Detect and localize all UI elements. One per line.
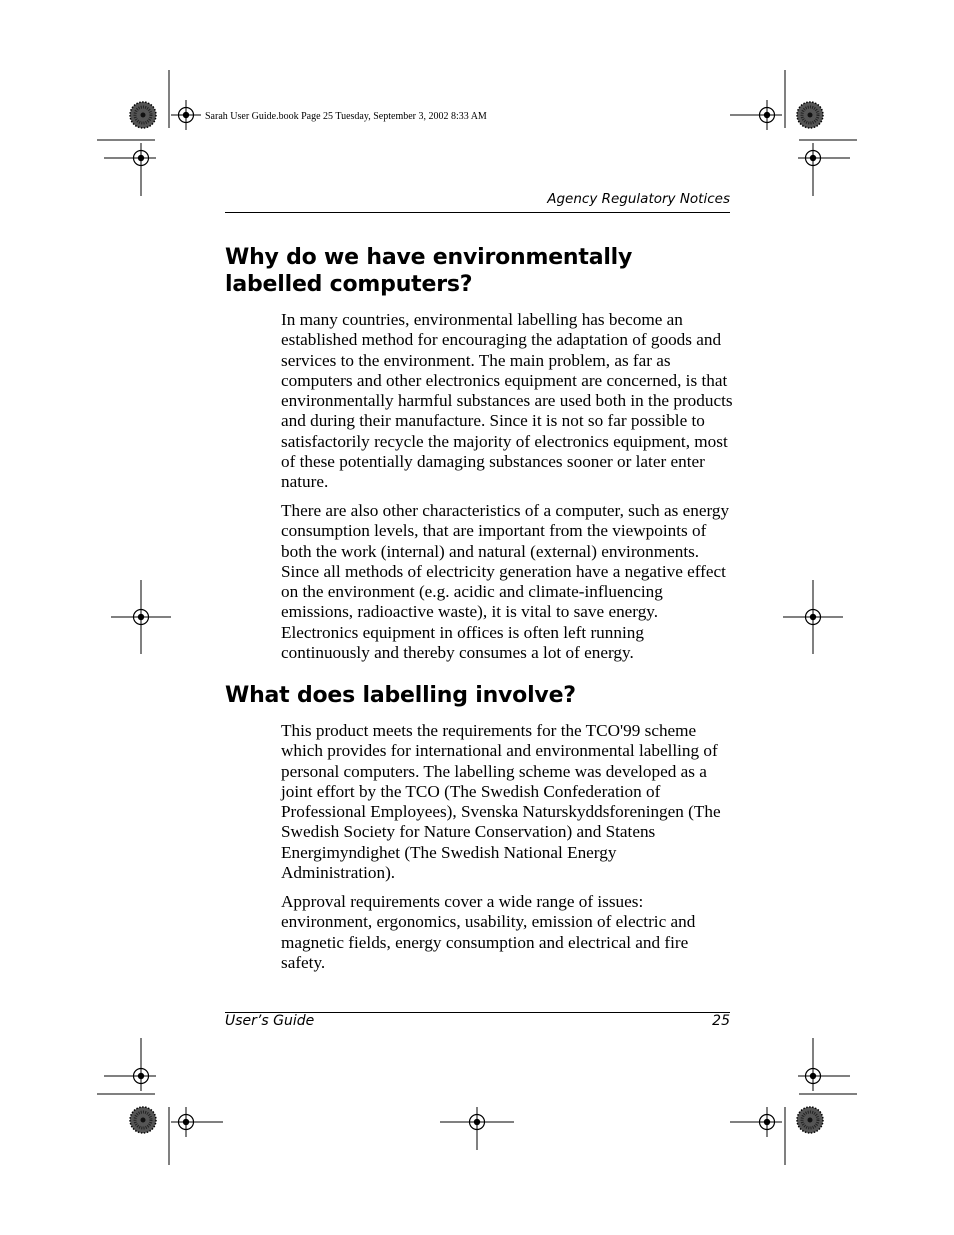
body-paragraph: This product meets the requirements for the TCO'99 scheme which provides for international and environmental labelling of personal computers. The labelling scheme was developed as a joint effort by the TCO (The Swedish Confederation of Professional Employees), Svenska Naturskyddsforeningen (The Swedish Society for Nature Conservation) and Statens Energimyndighet (The Swedish National Energy Administration). xyxy=(281,721,721,883)
page-number: 25 xyxy=(712,1013,730,1029)
star-target-icon xyxy=(130,102,156,128)
body-paragraph: There are also other characteristics of a computer, such as energy consumption levels, that are important from the viewpoints of both the work (internal) and natural (external) environments. Since all methods of electricity generation have a negative effect on the environment (e.g. acidic and climate-influencing emissions, radioactive waste), it is vital to save energy. Electronics equipment in offices is often left running continuously and thereby consumes a lot of energy. xyxy=(281,501,730,663)
section-heading xyxy=(225,244,645,298)
header-rule xyxy=(225,212,730,213)
running-header: Agency Regulatory Notices xyxy=(547,191,730,207)
section-heading-line: labelled computers? xyxy=(225,272,473,297)
star-target-icon xyxy=(797,1107,823,1133)
footer-title: User’s Guide xyxy=(225,1013,315,1029)
section-heading-line: Why do we have environmentally xyxy=(225,245,633,270)
section-heading: What does labelling involve? xyxy=(225,683,576,708)
body-paragraph: In many countries, environmental labelling has become an established method for encouraging the adaptation of goods and services to the environment. The main problem, as far as computers and other electronics equipment are concerned, is that environmentally harmful substances are used both in the products and during their manufacture. Since it is not so far possible to satisfactorily recycle the majority of electronics equipment, most of these potentially damaging substances sooner or later enter nature. xyxy=(281,310,733,492)
body-paragraph: Approval requirements cover a wide range of issues: environment, ergonomics, usability, emission of electric and magnetic fields, energy consumption and electrical and fire safety. xyxy=(281,892,696,972)
star-target-icon xyxy=(130,1107,156,1133)
star-target-icon xyxy=(797,102,823,128)
print-slug: Sarah User Guide.book Page 25 Tuesday, September 3, 2002 8:33 AM xyxy=(205,111,487,122)
